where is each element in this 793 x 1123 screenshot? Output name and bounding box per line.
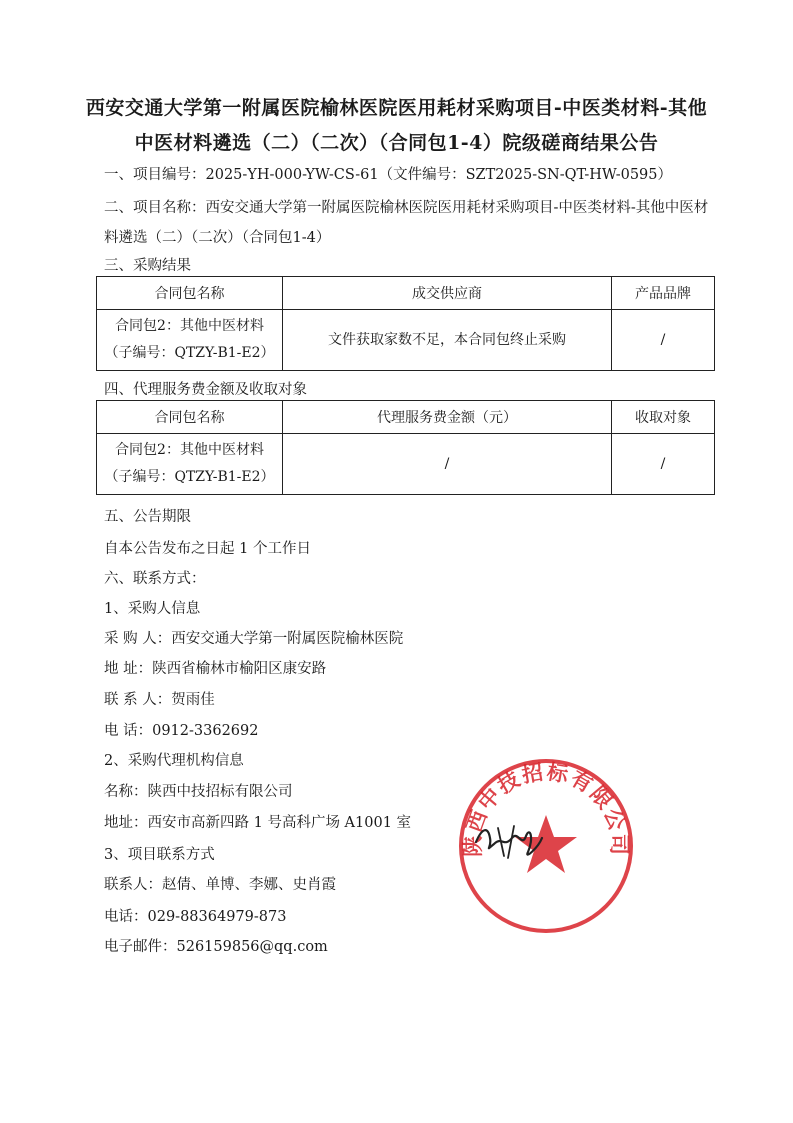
- purchaser-address: 地 址：陕西省榆林市榆阳区康安路: [104, 661, 327, 677]
- header-fee-amount: 代理服务费金额（元）: [283, 401, 612, 434]
- result-table: [96, 276, 715, 371]
- agency-address: 地址：西安市高新四路 1 号高科广场 A1001 室: [104, 815, 412, 831]
- agency-heading: 2、采购代理机构信息: [104, 753, 244, 769]
- project-name: 二、项目名称：西安交通大学第一附属医院榆林医院医用耗材采购项目-中医类材料-其他中医材料遴选（二）（二次）（合同包1-4）: [104, 200, 709, 246]
- notice-period-text: 自本公告发布之日起 1 个工作日: [104, 541, 311, 557]
- header-supplier: 成交供应商: [283, 277, 612, 310]
- section-service-fee: 四、代理服务费金额及收取对象: [104, 382, 307, 398]
- purchaser-contact: 联 系 人：贺雨佳: [104, 692, 215, 708]
- result-table-header: [97, 277, 715, 310]
- package-subnumber: （子编号：QTZY-B1-E2）: [104, 469, 275, 485]
- project-email: 电子邮件：526159856@qq.com: [104, 939, 328, 955]
- package-name: 合同包2：其他中医材料: [115, 318, 264, 334]
- section-procurement-result: 三、采购结果: [104, 258, 191, 274]
- project-contacts: 联系人：赵倩、单博、李娜、史肖霞: [104, 877, 336, 893]
- cell-package: [97, 434, 283, 495]
- agency-name: 名称：陕西中技招标有限公司: [104, 784, 293, 800]
- cell-package: [97, 310, 283, 371]
- header-fee-target: 收取对象: [612, 401, 715, 434]
- project-contact-heading: 3、项目联系方式: [104, 847, 215, 863]
- svg-text:陕西中技招标有限公司: 陕西中技招标有限公司: [459, 758, 633, 857]
- project-number: 一、项目编号：2025-YH-000-YW-CS-61（文件编号：SZT2025-SN-QT-HW-0595）: [104, 167, 673, 183]
- cell-brand: /: [612, 310, 715, 371]
- cell-supplier: 文件获取家数不足，本合同包终止采购: [283, 310, 612, 371]
- fee-table: [96, 400, 715, 495]
- package-name: 合同包2：其他中医材料: [115, 442, 264, 458]
- purchaser-phone: 电 话：0912-3362692: [104, 723, 259, 739]
- package-subnumber: （子编号：QTZY-B1-E2）: [104, 345, 275, 361]
- header-brand: 产品品牌: [612, 277, 715, 310]
- table-row: [97, 310, 715, 371]
- cell-fee-target: /: [612, 434, 715, 495]
- purchaser-heading: 1、采购人信息: [104, 601, 201, 617]
- section-contact: 六、联系方式：: [104, 571, 206, 587]
- project-phone: 电话：029-88364979-873: [104, 909, 287, 925]
- title-line-2: 中医材料遴选（二）（二次）（合同包1-4）院级磋商结果公告: [134, 132, 659, 154]
- purchaser-name: 采 购 人：西安交通大学第一附属医院榆林医院: [104, 631, 404, 647]
- cell-fee-amount: /: [283, 434, 612, 495]
- title-line-1: 西安交通大学第一附属医院榆林医院医用耗材采购项目-中医类材料-其他: [85, 97, 708, 119]
- table-row: [97, 434, 715, 495]
- fee-table-header: [97, 401, 715, 434]
- header-package: 合同包名称: [97, 401, 283, 434]
- section-notice-period: 五、公告期限: [104, 509, 191, 525]
- header-package: 合同包名称: [97, 277, 283, 310]
- handwritten-signature: [468, 808, 548, 868]
